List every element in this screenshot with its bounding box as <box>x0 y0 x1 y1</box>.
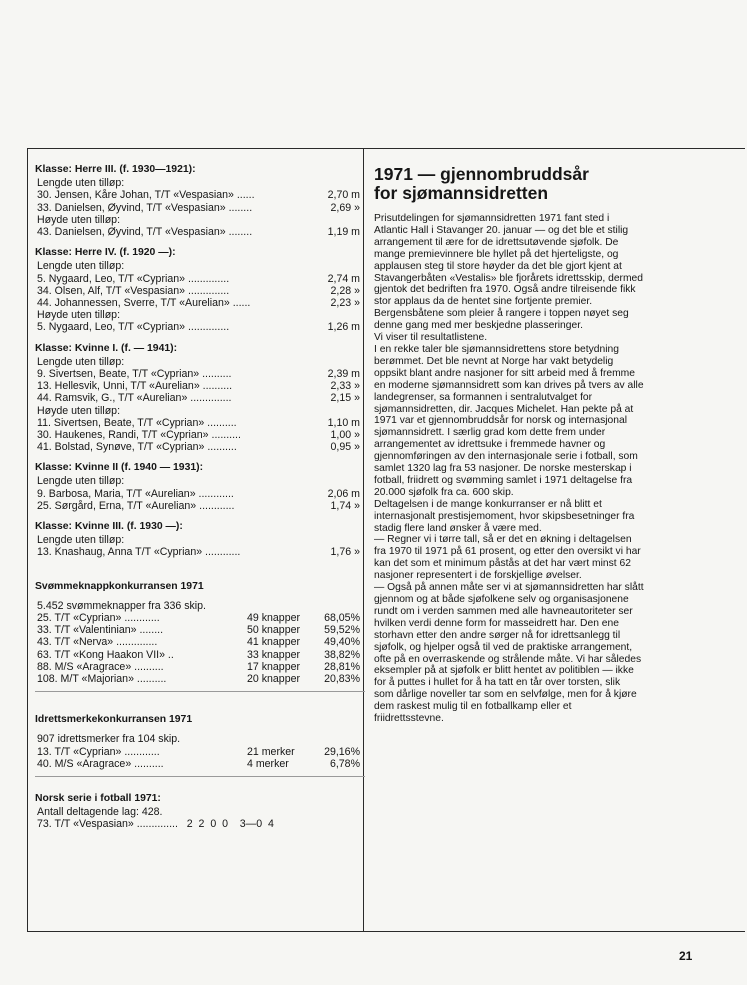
result-name: 33. Danielsen, Øyvind, T/T «Vespasian» ........ <box>37 201 253 214</box>
result-name: 30. Haukenes, Randi, T/T «Cyprian» .......... <box>37 428 241 441</box>
section-summary: Antall deltagende lag: 428. <box>37 806 163 819</box>
result-value: 2,70 m <box>327 189 360 202</box>
result-row <box>35 500 360 512</box>
class-title: Klasse: Kvinne I. (f. — 1941): <box>35 342 178 354</box>
idrettsmerke-section <box>35 714 360 770</box>
event-label: Høyde uten tilløp: <box>37 404 121 417</box>
ranking-percent: 68,05% <box>324 612 360 625</box>
ranking-ship: 33. T/T «Valentinian» ........ <box>37 624 164 637</box>
fotball-result-row: 73. T/T «Vespasian» .............. 2 2 0 0 3—0 4 <box>37 818 274 831</box>
result-name: 25. Sørgård, Erna, T/T «Aurelian» ............ <box>37 499 235 512</box>
result-name: 5. Nygaard, Leo, T/T «Cyprian» .............. <box>37 321 230 334</box>
result-name: 11. Sivertsen, Beate, T/T «Cyprian» .......... <box>37 416 237 429</box>
result-name: 34. Olsen, Alf, T/T «Vespasian» .............. <box>37 284 230 297</box>
event-label: Høyde uten tilløp: <box>37 213 121 226</box>
article-paragraph: I en rekke taler ble sjømannsidrettens store betydning berømmet. Det ble nevnt at Norge har vakt betydelig oppsikt blant andre nasjoner for sitt arbeid med å fremme en moderne sjømannsidrett som kan drives på tvers av alle landegrenser, sa formannen i sentralutvalget for sjømannsidretten, dir. Jacques Michelet. Han pekte på at 1971 var et gjennombruddsår for norsk og internasjonal sjømannsidrett. I særlig grad kom dette frem under arrangementet av idrettsuke i fremmede havner og gjennomføringen av den internasjonale serie i fotball, som samlet 1320 lag fra 53 nasjoner. De norske mesterskap i fotball, friidrett og svømming samlet i 1971 deltagelse fra 20.000 sjøfolk fra ca. 600 skip. <box>374 343 644 498</box>
page-number: 21 <box>679 949 693 963</box>
class-title: Klasse: Herre IV. (f. 1920 —): <box>35 247 176 259</box>
result-row <box>35 392 360 404</box>
result-row <box>35 189 360 201</box>
result-name: 41. Bolstad, Synøve, T/T «Cyprian» .......... <box>37 441 237 454</box>
result-name: 44. Johannessen, Sverre, T/T «Aurelian» ...... <box>37 296 251 309</box>
ranking-count: 4 merker <box>247 757 289 770</box>
result-name: 43. Danielsen, Øyvind, T/T «Vespasian» ........ <box>37 225 253 238</box>
event-label: Høyde uten tilløp: <box>37 309 121 322</box>
results-column <box>35 164 360 831</box>
ranking-percent: 49,40% <box>324 636 360 649</box>
result-row <box>35 226 360 238</box>
result-value: 1,76 » <box>330 546 360 559</box>
result-value: 2,28 » <box>330 284 360 297</box>
ranking-ship: 108. M/T «Majorian» .......... <box>37 672 167 685</box>
ranking-percent: 20,83% <box>324 672 360 685</box>
result-class-section <box>35 462 360 512</box>
result-row <box>35 202 360 214</box>
results-list <box>35 164 360 559</box>
spacer <box>35 512 360 521</box>
result-class-section <box>35 247 360 333</box>
result-row <box>35 321 360 333</box>
result-value: 1,00 » <box>330 428 360 441</box>
event-label: Lengde uten tilløp: <box>37 475 125 488</box>
section-summary: 907 idrettsmerker fra 104 skip. <box>37 733 181 746</box>
result-name: 13. Knashaug, Anna T/T «Cyprian» ............ <box>37 546 241 559</box>
result-value: 2,69 » <box>330 201 360 214</box>
result-row <box>35 546 360 558</box>
ranking-count: 49 knapper <box>247 612 301 625</box>
result-name: 44. Ramsvik, G., T/T «Aurelian» .............. <box>37 392 232 405</box>
article-headline <box>374 165 699 203</box>
section-summary: 5.452 svømmeknapper fra 336 skip. <box>37 599 206 612</box>
result-value: 1,19 m <box>327 225 360 238</box>
result-row <box>35 285 360 297</box>
result-row <box>35 417 360 429</box>
result-class-section <box>35 343 360 454</box>
result-row <box>35 368 360 380</box>
ranking-row <box>35 758 360 770</box>
result-row <box>35 488 360 500</box>
result-value: 1,10 m <box>327 416 360 429</box>
section-title: Idrettsmerkekonkurransen 1971 <box>35 714 193 726</box>
event-label: Lengde uten tilløp: <box>37 177 125 190</box>
article-body <box>374 213 699 725</box>
fotball-section <box>35 793 360 831</box>
ranking-percent: 28,81% <box>324 660 360 673</box>
result-value: 2,15 » <box>330 392 360 405</box>
ranking-row <box>35 636 360 648</box>
result-name: 9. Sivertsen, Beate, T/T «Cyprian» .......... <box>37 367 232 380</box>
result-name: 30. Jensen, Kåre Johan, T/T «Vespasian» ...... <box>37 189 255 202</box>
result-row <box>35 297 360 309</box>
result-name: 13. Hellesvik, Unni, T/T «Aurelian» .......... <box>37 380 233 393</box>
result-value: 1,74 » <box>330 499 360 512</box>
ranking-ship: 13. T/T «Cyprian» ............ <box>37 745 160 758</box>
class-title: Klasse: Kvinne II (f. 1940 — 1931): <box>35 462 204 474</box>
ranking-percent: 38,82% <box>324 648 360 661</box>
result-name: 9. Barbosa, Maria, T/T «Aurelian» ............ <box>37 487 234 500</box>
ranking-row <box>35 649 360 661</box>
event-label: Lengde uten tilløp: <box>37 260 125 273</box>
ranking-count: 21 merker <box>247 745 295 758</box>
event-label: Lengde uten tilløp: <box>37 534 125 547</box>
ranking-count: 50 knapper <box>247 624 301 637</box>
result-row <box>35 441 360 453</box>
ranking-count: 20 knapper <box>247 672 301 685</box>
ranking-ship: 40. M/S «Aragrace» .......... <box>37 757 164 770</box>
result-value: 2,06 m <box>327 487 360 500</box>
section-title: Svømmeknappkonkurransen 1971 <box>35 580 204 592</box>
result-value: 2,23 » <box>330 296 360 309</box>
class-title: Klasse: Kvinne III. (f. 1930 —): <box>35 521 183 533</box>
spacer <box>35 453 360 462</box>
ranking-ship: 88. M/S «Aragrace» .......... <box>37 660 164 673</box>
result-name: 5. Nygaard, Leo, T/T «Cyprian» .............. <box>37 272 230 285</box>
article-paragraph: Prisutdelingen for sjømannsidretten 1971 fant sted i Atlantic Hall i Stavanger 20. januar — og det ble et stilig arrangement til ære for de idrettsutøvende sjøfolk. De mange premievinnere ble hyllet på det hjerteligste, og applausen steg til store høyder da det ble gjort kjent at Stavangerbåten «Vestalis» ble fjorårets idrettsskip, dermed gjentok det bedriften fra 1970. Også andre tilreisende fikk stor applaus da de hentet sine fortjente premier. Bergensbåtene som pleier å rangere i toppen nøyet seg denne gang med mer beskjedne plasseringer. Vi viser til resultatlistene. <box>374 213 644 344</box>
article-paragraph: — Regner vi i tørre tall, så er det en økning i deltagelsen fra 1970 til 1971 på 61 prosent, og etter den oversikt vi har kan det som et minimum påstås at det har vært minst 62 nasjoner representert i de forskjellige øvelser. <box>374 534 641 582</box>
article-paragraph: Deltagelsen i de mange konkurranser er nå blitt et internasjonalt prestisjemoment, hvor skipsbesetninger fra stadig flere land ønsker å være med. <box>374 498 635 534</box>
section-title: Norsk serie i fotball 1971: <box>35 792 161 804</box>
ranking-row <box>35 612 360 624</box>
ranking-row <box>35 624 360 636</box>
class-title: Klasse: Herre III. (f. 1930—1921): <box>35 164 196 175</box>
result-class-section <box>35 164 360 238</box>
result-row <box>35 429 360 441</box>
ranking-percent: 6,78% <box>329 757 360 770</box>
ranking-count: 17 knapper <box>247 660 301 673</box>
ranking-row <box>35 661 360 673</box>
ranking-count: 41 knapper <box>247 636 301 649</box>
event-label: Lengde uten tilløp: <box>37 355 125 368</box>
result-row <box>35 273 360 285</box>
result-class-section <box>35 521 360 559</box>
spacer <box>35 334 360 343</box>
ranking-percent: 29,16% <box>324 745 360 758</box>
result-row <box>35 380 360 392</box>
svommeknapp-section <box>35 581 360 686</box>
ranking-row <box>35 673 360 685</box>
result-value: 2,74 m <box>327 272 360 285</box>
ranking-percent: 59,52% <box>324 624 360 637</box>
result-value: 1,26 m <box>327 321 360 334</box>
article-paragraph: — Også på annen måte ser vi at sjømannsidretten har slått gjennom og at både sjøfolkene selv og organisasjonene rundt om i verden sammen med alle havneautoriteter ser hvilken verdi denne form for masseidrett har. Den ene storhavn etter den andre sørger nå for idrettsanlegg til sjøfolk, og hjelper også til ved de praktiske arrangement, ofte på en overraskende og strålende måte. Vi har således eksempler på at sjøfolk er blitt hentet av politiblen — ikke for å puttes i hullet for å ha tatt en tår over torsten, slik som dårlige noveller tar som en selvfølge, men for å kjøre dem raskest mulig til en fotballkamp eller et friidrettsstevne. <box>374 582 644 725</box>
column-divider <box>363 148 364 932</box>
article-column <box>374 165 699 725</box>
result-value: 2,39 m <box>327 367 360 380</box>
ranking-count: 33 knapper <box>247 648 301 661</box>
headline-line-2: for sjømannsidretten <box>374 183 549 203</box>
headline-line-1: 1971 — gjennombruddsår <box>374 164 589 184</box>
spacer <box>35 238 360 247</box>
ranking-ship: 43. T/T «Nerva» .............. <box>37 636 158 649</box>
ranking-ship: 25. T/T «Cyprian» ............ <box>37 612 160 625</box>
ranking-ship: 63. T/T «Kong Haakon VII» .. <box>37 648 174 661</box>
result-value: 0,95 » <box>330 441 360 454</box>
result-value: 2,33 » <box>330 380 360 393</box>
ranking-row <box>35 746 360 758</box>
